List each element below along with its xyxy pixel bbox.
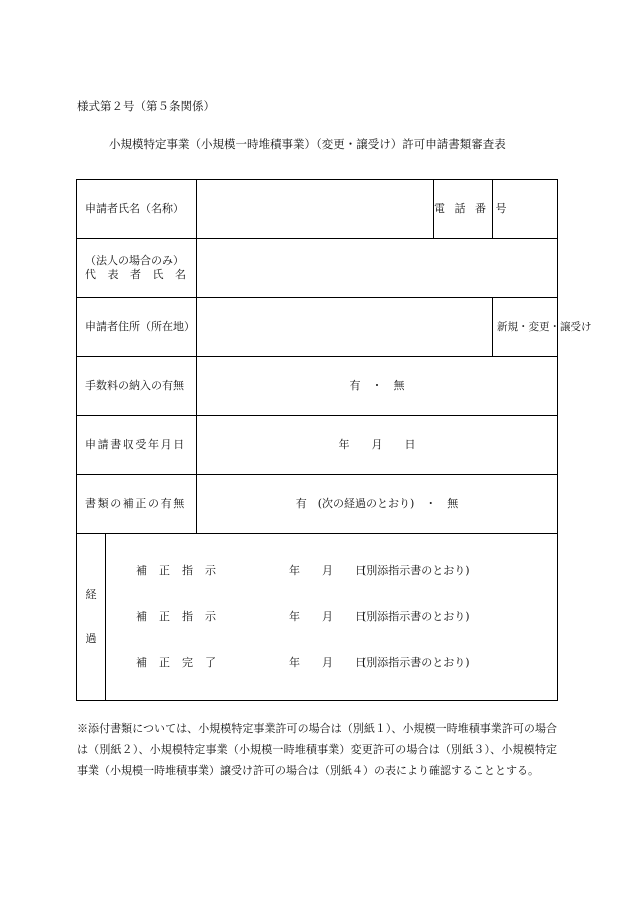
history-row-note: (別添指示書のとおり) bbox=[362, 656, 470, 669]
history-row-date: 年 月 日 bbox=[289, 610, 366, 623]
footnote: ※添付書類については、小規模特定事業許可の場合は（別紙１）、小規模一時堆積事業許可の場合は（別紙２）、小規模特定事業（小規模一時堆積事業）変更許可の場合は（別紙３）、小規模特定事業（小規模一時堆積事業）譲受け許可の場合は（別紙４）の表により確認することとする。 bbox=[77, 722, 557, 777]
history-row-label: 補正指示 bbox=[136, 564, 228, 577]
row-receipt-date bbox=[77, 416, 558, 475]
representative-label-line1: （法人の場合のみ） bbox=[85, 254, 184, 267]
form-number: 様式第２号（第５条関係） bbox=[77, 99, 215, 113]
history-row bbox=[106, 656, 557, 672]
history-cell bbox=[106, 534, 558, 701]
history-label-char2: 過 bbox=[85, 632, 97, 645]
row-representative bbox=[77, 239, 558, 298]
row-correction bbox=[77, 475, 558, 534]
receipt-date-label: 申請書収受年月日 bbox=[77, 416, 197, 475]
history-row-date: 年 月 日 bbox=[289, 656, 366, 669]
history-row bbox=[106, 610, 557, 626]
history-row-note: (別添指示書のとおり) bbox=[362, 564, 470, 577]
row-address bbox=[77, 298, 558, 357]
representative-field[interactable] bbox=[197, 239, 558, 298]
review-table bbox=[76, 179, 592, 701]
application-type: 新規・変更・譲受け bbox=[493, 298, 558, 357]
row-history bbox=[77, 534, 558, 701]
history-row-note: (別添指示書のとおり) bbox=[362, 610, 470, 623]
row-applicant-name bbox=[77, 180, 558, 239]
address-label: 申請者住所（所在地） bbox=[77, 298, 197, 357]
correction-value: 有 (次の経過のとおり) ・ 無 bbox=[197, 475, 558, 534]
history-label-char1: 経 bbox=[85, 588, 97, 601]
history-row-label: 補正指示 bbox=[136, 610, 228, 623]
history-label bbox=[77, 534, 106, 701]
history-row-label: 補正完了 bbox=[136, 656, 228, 669]
history-row bbox=[106, 564, 557, 580]
address-field[interactable] bbox=[197, 298, 493, 357]
representative-label bbox=[77, 239, 197, 298]
fee-label: 手数料の納入の有無 bbox=[77, 357, 197, 416]
correction-label: 書類の補正の有無 bbox=[77, 475, 197, 534]
form-title: 小規模特定事業（小規模一時堆積事業）（変更・譲受け）許可申請書類審査表 bbox=[109, 137, 506, 151]
history-row-date: 年 月 日 bbox=[289, 564, 366, 577]
receipt-date-value: 年 月 日 bbox=[197, 416, 558, 475]
applicant-name-label: 申請者氏名（名称） bbox=[77, 180, 197, 239]
applicant-name-field[interactable] bbox=[197, 180, 434, 239]
representative-label-line2: 代 表 者 氏 名 bbox=[85, 268, 190, 281]
fee-value: 有 ・ 無 bbox=[197, 357, 558, 416]
row-fee bbox=[77, 357, 558, 416]
phone-label: 電 話 番 号 bbox=[434, 180, 493, 239]
